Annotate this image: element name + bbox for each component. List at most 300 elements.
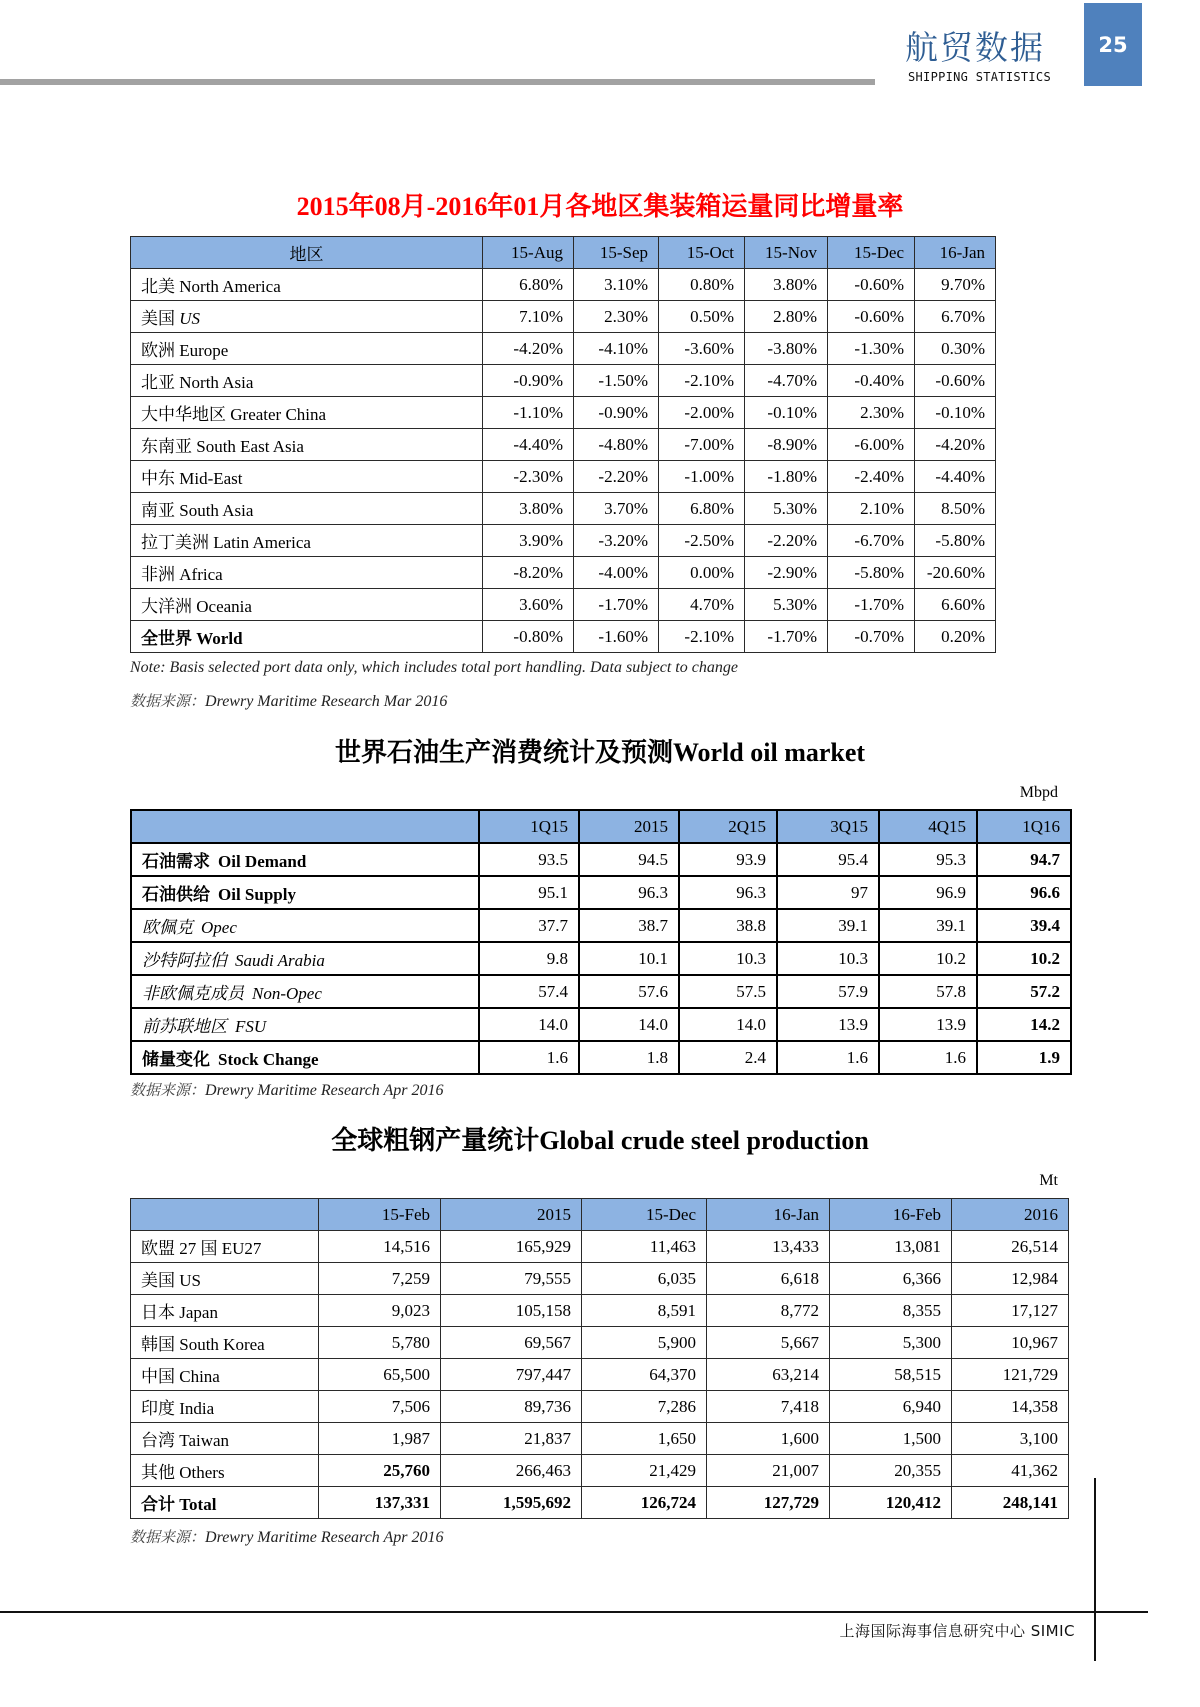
value-cell: 10.1 (579, 942, 679, 975)
table-row (131, 1041, 1071, 1074)
item-cell (131, 1041, 479, 1074)
value-cell: 3.80% (483, 493, 574, 525)
value-cell: 5,667 (707, 1327, 830, 1359)
country-cell (131, 1231, 319, 1263)
value-cell: 13.9 (777, 1008, 879, 1041)
value-cell: 6.80% (659, 493, 745, 525)
value-cell: -4.40% (915, 461, 996, 493)
country-name-cn: 台湾 (141, 1431, 175, 1450)
value-cell: -4.40% (483, 429, 574, 461)
value-cell: 65,500 (319, 1359, 441, 1391)
value-cell: 266,463 (441, 1455, 582, 1487)
region-name-en: Mid-East (179, 469, 243, 488)
region-name-en: Latin America (213, 533, 311, 552)
value-cell: 58,515 (830, 1359, 952, 1391)
region-name-en: Europe (179, 341, 229, 360)
region-cell (131, 493, 483, 525)
country-name-cn: 其他 (141, 1463, 175, 1482)
region-cell (131, 301, 483, 333)
value-cell: 38.7 (579, 909, 679, 942)
value-cell: -0.90% (483, 365, 574, 397)
country-name-en: Japan (179, 1303, 218, 1322)
value-cell: 10.3 (679, 942, 777, 975)
item-name-cn: 非欧佩克成员 (142, 984, 244, 1003)
value-cell: 1.9 (977, 1041, 1071, 1074)
value-cell: 57.8 (879, 975, 977, 1008)
value-cell: -5.80% (915, 525, 996, 557)
value-cell: 6,618 (707, 1263, 830, 1295)
column-header: 1Q15 (479, 810, 579, 843)
table-row (131, 1359, 1069, 1391)
table-header-row (131, 810, 1071, 843)
value-cell: -1.60% (574, 621, 659, 653)
value-cell: 7,506 (319, 1391, 441, 1423)
value-cell: -4.00% (574, 557, 659, 589)
value-cell: 120,412 (830, 1487, 952, 1519)
region-name-en: World (196, 629, 243, 648)
column-header: 16-Jan (707, 1199, 830, 1231)
country-name-cn: 美国 (141, 1271, 175, 1290)
value-cell: 57.2 (977, 975, 1071, 1008)
table-row (131, 942, 1071, 975)
table-row (131, 1455, 1069, 1487)
value-cell: 6,035 (582, 1263, 707, 1295)
value-cell: 797,447 (441, 1359, 582, 1391)
region-name-en: Greater China (230, 405, 327, 424)
value-cell: 13,081 (830, 1231, 952, 1263)
value-cell: 4.70% (659, 589, 745, 621)
column-header: 2015 (441, 1199, 582, 1231)
item-cell (131, 1008, 479, 1041)
value-cell: 79,555 (441, 1263, 582, 1295)
region-name-cn: 美国 (141, 309, 175, 328)
value-cell: -2.20% (574, 461, 659, 493)
value-cell: 39.1 (879, 909, 977, 942)
value-cell: 165,929 (441, 1231, 582, 1263)
value-cell: -0.10% (745, 397, 828, 429)
table-row (131, 1327, 1069, 1359)
column-header: 地区 (131, 237, 483, 269)
value-cell: 57.5 (679, 975, 777, 1008)
region-cell (131, 589, 483, 621)
value-cell: 7.10% (483, 301, 574, 333)
region-cell (131, 269, 483, 301)
table-row (131, 975, 1071, 1008)
value-cell: -1.70% (745, 621, 828, 653)
value-cell: 3.70% (574, 493, 659, 525)
value-cell: -7.00% (659, 429, 745, 461)
value-cell: 41,362 (952, 1455, 1069, 1487)
footer-divider (0, 1611, 1148, 1613)
region-name-en: North Asia (179, 373, 254, 392)
value-cell: 1.8 (579, 1041, 679, 1074)
item-cell (131, 843, 479, 876)
value-cell: 127,729 (707, 1487, 830, 1519)
value-cell: 96.3 (679, 876, 777, 909)
table-row (131, 1487, 1069, 1519)
footer-vertical-divider (1094, 1478, 1096, 1661)
region-name-en: Africa (179, 565, 223, 584)
data-source (130, 1079, 444, 1100)
value-cell: 96.3 (579, 876, 679, 909)
region-name-en: South East Asia (196, 437, 304, 456)
source-label: 数据来源： (130, 1528, 206, 1546)
country-cell (131, 1263, 319, 1295)
value-cell: 21,837 (441, 1423, 582, 1455)
value-cell: -8.20% (483, 557, 574, 589)
value-cell: -4.20% (483, 333, 574, 365)
table-row (131, 589, 996, 621)
region-name-cn: 非洲 (141, 565, 175, 584)
item-cell (131, 942, 479, 975)
value-cell: 0.50% (659, 301, 745, 333)
value-cell: 14.0 (479, 1008, 579, 1041)
region-name-en: US (179, 309, 201, 328)
column-header: 2016 (952, 1199, 1069, 1231)
value-cell: 3,100 (952, 1423, 1069, 1455)
steel-production-table (130, 1198, 1069, 1519)
value-cell: 1,500 (830, 1423, 952, 1455)
value-cell: 6.80% (483, 269, 574, 301)
country-name-cn: 欧盟 27 国 (141, 1239, 218, 1258)
region-cell (131, 429, 483, 461)
container-table-title: 2015年08月-2016年01月各地区集装箱运量同比增量率 (296, 192, 904, 221)
country-name-en: South Korea (179, 1335, 265, 1354)
value-cell: 63,214 (707, 1359, 830, 1391)
value-cell: 9.70% (915, 269, 996, 301)
value-cell: 8,591 (582, 1295, 707, 1327)
value-cell: 0.20% (915, 621, 996, 653)
value-cell: 14.2 (977, 1008, 1071, 1041)
value-cell: -4.70% (745, 365, 828, 397)
country-name-cn: 日本 (141, 1303, 175, 1322)
country-name-cn: 韩国 (141, 1335, 175, 1354)
value-cell: -0.80% (483, 621, 574, 653)
source-text: Drewry Maritime Research Apr 2016 (205, 1082, 444, 1099)
value-cell: 13.9 (879, 1008, 977, 1041)
table-header-row (131, 237, 996, 269)
section-title: 航贸数据 (905, 28, 1045, 67)
value-cell: -1.80% (745, 461, 828, 493)
value-cell: 1.6 (479, 1041, 579, 1074)
table-row (131, 909, 1071, 942)
table-row (131, 876, 1071, 909)
value-cell: 39.1 (777, 909, 879, 942)
table-row (131, 621, 996, 653)
country-name-en: Others (179, 1463, 225, 1482)
table-row (131, 493, 996, 525)
country-name-en: Taiwan (179, 1431, 230, 1450)
source-label: 数据来源： (130, 692, 206, 710)
table-row (131, 557, 996, 589)
value-cell: 57.4 (479, 975, 579, 1008)
country-name-en: China (179, 1367, 220, 1386)
value-cell: -1.00% (659, 461, 745, 493)
value-cell: 5.30% (745, 493, 828, 525)
item-cell (131, 975, 479, 1008)
country-name-cn: 合计 (141, 1495, 175, 1514)
country-name-en: US (179, 1271, 201, 1290)
value-cell: 94.7 (977, 843, 1071, 876)
item-name-en: Opec (201, 918, 237, 937)
value-cell: 7,259 (319, 1263, 441, 1295)
table-row (131, 429, 996, 461)
table-row (131, 269, 996, 301)
table-note: Note: Basis selected port data only, which includes total port handling. Data subject to change (130, 659, 738, 676)
value-cell: 6.60% (915, 589, 996, 621)
column-header: 15-Feb (319, 1199, 441, 1231)
value-cell: 0.00% (659, 557, 745, 589)
table-row (131, 1008, 1071, 1041)
value-cell: 5,780 (319, 1327, 441, 1359)
value-cell: -0.10% (915, 397, 996, 429)
table-row (131, 1263, 1069, 1295)
region-cell (131, 397, 483, 429)
column-header: 16-Jan (915, 237, 996, 269)
value-cell: 8,355 (830, 1295, 952, 1327)
value-cell: -0.60% (828, 301, 915, 333)
column-header (131, 810, 479, 843)
column-header: 15-Nov (745, 237, 828, 269)
table-header-row (131, 1199, 1069, 1231)
value-cell: -6.70% (828, 525, 915, 557)
item-name-en: Saudi Arabia (235, 951, 325, 970)
value-cell: 17,127 (952, 1295, 1069, 1327)
data-source (130, 690, 447, 711)
column-header: 4Q15 (879, 810, 977, 843)
value-cell: -0.40% (828, 365, 915, 397)
value-cell: 21,429 (582, 1455, 707, 1487)
value-cell: 7,418 (707, 1391, 830, 1423)
item-name-en: Stock Change (218, 1050, 319, 1069)
value-cell: 5,300 (830, 1327, 952, 1359)
item-name-en: Oil Supply (218, 885, 296, 904)
source-text: Drewry Maritime Research Mar 2016 (205, 693, 448, 710)
region-name-en: North America (179, 277, 281, 296)
footer-organization: 上海国际海事信息研究中心 SIMIC (839, 1622, 1075, 1640)
region-name-cn: 全世界 (141, 629, 192, 648)
column-header: 1Q16 (977, 810, 1071, 843)
column-header: 16-Feb (830, 1199, 952, 1231)
item-name-cn: 储量变化 (142, 1050, 210, 1069)
value-cell: -0.70% (828, 621, 915, 653)
value-cell: 93.9 (679, 843, 777, 876)
country-cell (131, 1391, 319, 1423)
value-cell: -0.90% (574, 397, 659, 429)
value-cell: -2.40% (828, 461, 915, 493)
region-name-cn: 大中华地区 (141, 405, 226, 424)
value-cell: -4.10% (574, 333, 659, 365)
item-name-cn: 石油供给 (142, 885, 210, 904)
value-cell: -2.20% (745, 525, 828, 557)
page-number: 25 (1098, 32, 1128, 57)
value-cell: 37.7 (479, 909, 579, 942)
value-cell: 0.30% (915, 333, 996, 365)
value-cell: -1.30% (828, 333, 915, 365)
value-cell: 10.2 (879, 942, 977, 975)
item-name-cn: 石油需求 (142, 852, 210, 871)
value-cell: 6,940 (830, 1391, 952, 1423)
value-cell: 1,987 (319, 1423, 441, 1455)
value-cell: 20,355 (830, 1455, 952, 1487)
value-cell: 94.5 (579, 843, 679, 876)
column-header: 3Q15 (777, 810, 879, 843)
value-cell: -20.60% (915, 557, 996, 589)
table-row (131, 1391, 1069, 1423)
value-cell: -2.30% (483, 461, 574, 493)
country-cell (131, 1295, 319, 1327)
value-cell: 14,358 (952, 1391, 1069, 1423)
value-cell: 137,331 (319, 1487, 441, 1519)
page-number-badge (1084, 3, 1142, 86)
value-cell: -2.90% (745, 557, 828, 589)
country-name-en: India (179, 1399, 215, 1418)
value-cell: 5,900 (582, 1327, 707, 1359)
column-header: 2015 (579, 810, 679, 843)
value-cell: -5.80% (828, 557, 915, 589)
value-cell: 2.30% (574, 301, 659, 333)
value-cell: 6.70% (915, 301, 996, 333)
value-cell: 64,370 (582, 1359, 707, 1391)
value-cell: 248,141 (952, 1487, 1069, 1519)
value-cell: 25,760 (319, 1455, 441, 1487)
item-cell (131, 909, 479, 942)
column-header: 15-Aug (483, 237, 574, 269)
value-cell: -2.00% (659, 397, 745, 429)
region-cell (131, 621, 483, 653)
value-cell: 9,023 (319, 1295, 441, 1327)
country-name-en: Total (179, 1495, 217, 1514)
value-cell: -8.90% (745, 429, 828, 461)
value-cell: -3.80% (745, 333, 828, 365)
item-name-en: FSU (235, 1017, 267, 1036)
table-row (131, 1295, 1069, 1327)
value-cell: 1,650 (582, 1423, 707, 1455)
value-cell: 57.6 (579, 975, 679, 1008)
value-cell: 96.9 (879, 876, 977, 909)
value-cell: 2.10% (828, 493, 915, 525)
value-cell: 95.4 (777, 843, 879, 876)
value-cell: 14,516 (319, 1231, 441, 1263)
item-name-cn: 沙特阿拉伯 (142, 951, 227, 970)
value-cell: 3.80% (745, 269, 828, 301)
column-header: 2Q15 (679, 810, 777, 843)
table-row (131, 525, 996, 557)
value-cell: 7,286 (582, 1391, 707, 1423)
region-name-cn: 东南亚 (141, 437, 192, 456)
table-row (131, 1231, 1069, 1263)
item-cell (131, 876, 479, 909)
country-cell (131, 1423, 319, 1455)
item-name-cn: 前苏联地区 (142, 1017, 227, 1036)
country-name-cn: 中国 (141, 1367, 175, 1386)
value-cell: 5.30% (745, 589, 828, 621)
value-cell: 1.6 (879, 1041, 977, 1074)
value-cell: -1.10% (483, 397, 574, 429)
value-cell: 6,366 (830, 1263, 952, 1295)
country-cell (131, 1487, 319, 1519)
region-name-cn: 拉丁美洲 (141, 533, 209, 552)
region-name-cn: 欧洲 (141, 341, 175, 360)
value-cell: 57.9 (777, 975, 879, 1008)
oil-market-table (130, 809, 1072, 1075)
steel-table-title: 全球粗钢产量统计Global crude steel production (331, 1126, 869, 1155)
header-divider (0, 79, 875, 85)
column-header: 15-Dec (828, 237, 915, 269)
table-row (131, 333, 996, 365)
value-cell: 10.2 (977, 942, 1071, 975)
value-cell: 39.4 (977, 909, 1071, 942)
value-cell: 8,772 (707, 1295, 830, 1327)
value-cell: -0.60% (828, 269, 915, 301)
value-cell: -4.80% (574, 429, 659, 461)
container-growth-table (130, 236, 996, 653)
value-cell: -4.20% (915, 429, 996, 461)
oil-table-title: 世界石油生产消费统计及预测World oil market (334, 738, 866, 767)
value-cell: 8.50% (915, 493, 996, 525)
value-cell: 96.6 (977, 876, 1071, 909)
value-cell: 12,984 (952, 1263, 1069, 1295)
region-name-cn: 北美 (141, 277, 175, 296)
region-name-cn: 大洋洲 (141, 597, 192, 616)
source-text: Drewry Maritime Research Apr 2016 (205, 1529, 444, 1546)
table-row (131, 843, 1071, 876)
value-cell: 9.8 (479, 942, 579, 975)
region-name-cn: 北亚 (141, 373, 175, 392)
country-name-cn: 印度 (141, 1399, 175, 1418)
value-cell: -2.50% (659, 525, 745, 557)
value-cell: 93.5 (479, 843, 579, 876)
value-cell: 95.1 (479, 876, 579, 909)
item-name-en: Non-Opec (252, 984, 322, 1003)
value-cell: -0.60% (915, 365, 996, 397)
data-source (130, 1526, 444, 1547)
region-name-cn: 南亚 (141, 501, 175, 520)
value-cell: 10.3 (777, 942, 879, 975)
value-cell: -3.20% (574, 525, 659, 557)
value-cell: 2.4 (679, 1041, 777, 1074)
column-header (131, 1199, 319, 1231)
value-cell: 105,158 (441, 1295, 582, 1327)
value-cell: -2.10% (659, 621, 745, 653)
value-cell: 14.0 (579, 1008, 679, 1041)
oil-unit-label: Mbpd (1019, 784, 1058, 801)
value-cell: -6.00% (828, 429, 915, 461)
region-cell (131, 525, 483, 557)
value-cell: 2.30% (828, 397, 915, 429)
table-row (131, 301, 996, 333)
column-header: 15-Sep (574, 237, 659, 269)
country-cell (131, 1455, 319, 1487)
value-cell: -3.60% (659, 333, 745, 365)
value-cell: 97 (777, 876, 879, 909)
region-name-en: South Asia (179, 501, 254, 520)
value-cell: 11,463 (582, 1231, 707, 1263)
value-cell: 69,567 (441, 1327, 582, 1359)
value-cell: 121,729 (952, 1359, 1069, 1391)
table-row (131, 1423, 1069, 1455)
country-name-en: EU27 (221, 1239, 262, 1258)
value-cell: 1,600 (707, 1423, 830, 1455)
country-cell (131, 1327, 319, 1359)
region-cell (131, 365, 483, 397)
value-cell: 3.60% (483, 589, 574, 621)
value-cell: 126,724 (582, 1487, 707, 1519)
table-row (131, 397, 996, 429)
value-cell: -2.10% (659, 365, 745, 397)
value-cell: -1.50% (574, 365, 659, 397)
source-label: 数据来源： (130, 1081, 206, 1099)
